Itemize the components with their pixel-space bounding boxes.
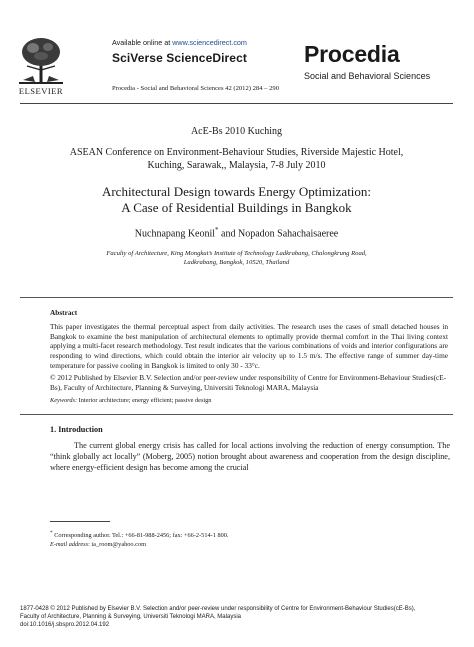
footnote-mark: * <box>50 530 53 536</box>
keywords-list: Interior architecture; energy efficient; passive design <box>77 397 212 404</box>
author-1: Nuchnapang Keonil <box>134 228 216 240</box>
elsevier-tree-emblem <box>17 36 65 85</box>
footnote-rule <box>50 521 110 522</box>
author-list <box>20 226 453 239</box>
publication-footer <box>20 605 460 630</box>
procedia-subtitle: Social and Behavioral Sciences <box>304 71 431 81</box>
keywords-label: Keywords: <box>50 397 78 404</box>
abstract-heading: Abstract <box>50 308 78 317</box>
sciverse-logo-text: SciVerse ScienceDirect <box>112 51 247 65</box>
abstract-bottom-rule <box>20 414 453 415</box>
paper-title <box>20 184 453 216</box>
header-divider <box>20 103 453 104</box>
affiliation-line-1: Faculty of Architecture, King Mongkut’s Institute of Technology Ladkrabang, Chalongkrung Road, <box>106 250 367 257</box>
footnote-corresponding <box>50 529 430 540</box>
available-prefix: Available online at <box>112 38 173 47</box>
paper-title-line-2: A Case of Residential Buildings in Bangkok <box>121 200 352 215</box>
corresponding-mark: * <box>215 226 219 234</box>
journal-citation: Procedia - Social and Behavioral Sciences 42 (2012) 284 – 290 <box>112 85 279 92</box>
conference-line-2: Kuching, Sarawak,, Malaysia, 7-8 July 2010 <box>147 160 326 171</box>
footnote-email <box>50 540 430 549</box>
procedia-title: Procedia <box>304 41 400 67</box>
email-label: E-mail address <box>50 541 89 549</box>
author-2: and Nopadon Sahachaisaeree <box>218 228 339 240</box>
conference-full-name <box>20 146 453 172</box>
affiliation <box>60 249 413 267</box>
footnote-contact: Corresponding author. Tel.: +66-81-988-2456; fax: +66-2-514-1 800. <box>52 532 229 540</box>
elsevier-wordmark: ELSEVIER <box>18 86 64 96</box>
footnote <box>50 529 430 549</box>
abstract-top-rule <box>20 297 453 298</box>
available-online <box>112 38 247 47</box>
abstract-copyright: © 2012 Published by Elsevier B.V. Selection and/or peer-review under responsibility of Centre for Environment-Behaviour Studies(cE-Bs), Faculty of Architecture, Planning & Surveying, Universiti Teknologi MARA, Malaysia <box>50 373 447 392</box>
introduction-heading: 1. Introduction <box>50 425 103 434</box>
footer-line-2: Faculty of Architecture, Planning & Surveying, Universiti Teknologi MARA, Malaysia <box>20 614 241 621</box>
conference-abbreviation: AcE-Bs 2010 Kuching <box>190 126 283 137</box>
elsevier-logo <box>16 36 66 98</box>
paper-title-line-1: Architectural Design towards Energy Optimization: <box>101 184 372 199</box>
procedia-logo <box>302 37 443 93</box>
sciencedirect-link[interactable]: www.sciencedirect.com <box>172 38 247 47</box>
footer-doi[interactable]: doi:10.1016/j.sbspro.2012.04.192 <box>20 622 110 629</box>
abstract-body: This paper investigates the thermal perceptual aspect from daily activities. The research uses the cases of small detached houses in Bangkok to examine the best manipulation of architectural elements to optimally provide thermal comfort in the Thai living context applying a multi-facet research methodology. Test result indicates that the various combinations of voids and interior configurations are responding to wind directions, which could obtain the interior air velocity up to 1.5 m/s. The effective range of summer day-time temperature for passive cooling in Bangkok is limited to only 30 - 33°c. <box>50 322 448 370</box>
footer-line-1: 1877-0428 © 2012 Published by Elsevier B.V. Selection and/or peer-review under responsibility of Centre for Environment-Behaviour Studies(cE-Bs), <box>20 606 416 612</box>
conference-line-1: ASEAN Conference on Environment-Behaviour Studies, Riverside Majestic Hotel, <box>69 147 404 158</box>
email-address: : ia_room@yahoo.com <box>88 541 146 549</box>
keywords <box>50 397 448 404</box>
affiliation-line-2: Ladkrabang, Bangkok, 10520, Thailand <box>183 259 290 266</box>
introduction-body: The current global energy crisis has called for local actions involving the reduction of energy consumption. The “think globally act locally” (Moberg, 2005) notion brought about awareness and cooperation from the design discipline, where energy-efficient design has become among the crucial <box>50 441 450 472</box>
